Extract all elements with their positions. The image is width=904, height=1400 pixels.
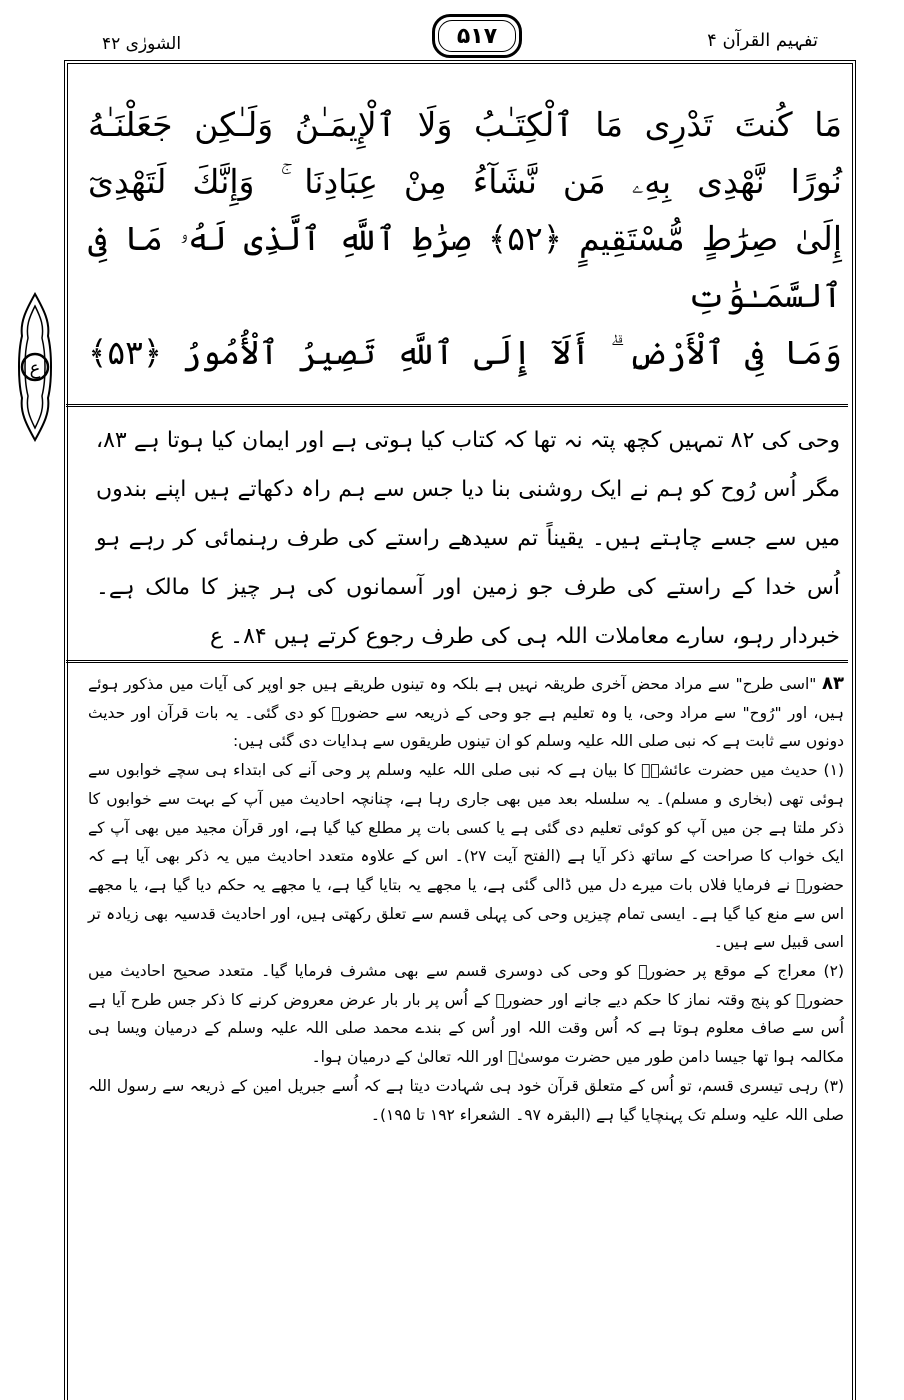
- urdu-translation: وحی کی ۸۲ تمہیں کچھ پتہ نہ تھا کہ کتاب کیا ہوتی ہے اور ایمان کیا ہوتا ہے ۸۳، مگر اُس رُوح کو ہم نے ایک روشنی بنا دیا جس سے ہم راہ دکھاتے ہیں اپنے بندوں میں سے جسے چاہتے ہیں۔ یقیناً تم سیدھے راستے کی طرف رہنمائی کر رہے ہو اُس خدا کے راستے کی طرف جو زمین اور آسمانوں کی ہر چیز کا مالک ہے۔ خبردار رہو، سارے معاملات اللہ ہی کی طرف رجوع کرتے ہیں ۸۴۔ ع: [96, 428, 840, 649]
- page-number: ۵۱۷: [456, 23, 498, 49]
- ruku-marker: ع: [29, 358, 41, 379]
- footnote-number: ۸۳: [822, 673, 844, 694]
- verse-line: إِلَىٰ صِرَٰطٍ مُّسْتَقِيمٍ ﴿۵۲﴾ صِرَٰطِ ٱللَّهِ ٱلَّذِى لَهُۥ مَا فِى ٱلسَّمَـٰوَٰتِ: [88, 219, 842, 315]
- page-number-badge: [432, 14, 522, 58]
- footnote-paragraph: [88, 670, 844, 756]
- verse-line: مَا كُنتَ تَدْرِى مَا ٱلْكِتَـٰبُ وَلَا ٱلْإِيمَـٰنُ وَلَـٰكِن جَعَلْنَـٰهُ: [88, 105, 842, 144]
- arabic-verse-block: [88, 96, 842, 381]
- verse-line: وَمَا فِى ٱلْأَرْضِ ۗ أَلَآ إِلَى ٱللَّهِ تَصِيرُ ٱلْأُمُورُ ﴿۵۳﴾: [88, 333, 842, 372]
- footnote-text: (۳) رہی تیسری قسم، تو اُس کے متعلق قرآن خود ہی شہادت دیتا ہے کہ اُسے جبریل امین کے ذریعہ سے رسول اللہ صلی اللہ علیہ وسلم تک پہنچایا گیا ہے (البقرہ ۹۷۔ الشعراء ۱۹۲ تا ۱۹۵)۔: [88, 1076, 844, 1124]
- footnote-paragraph: [88, 1072, 844, 1129]
- footnotes-block: [88, 670, 844, 1129]
- section-divider: [66, 404, 848, 407]
- book-header-label: تفہیم القرآن ۴: [707, 30, 818, 51]
- ruku-ornament-icon: [16, 292, 54, 442]
- surah-header-label: الشورٰی ۴۲: [102, 34, 182, 54]
- section-divider: [66, 660, 848, 663]
- footnote-text: (۱) حدیث میں حضرت عائشہؓ کا بیان ہے کہ نبی صلی اللہ علیہ وسلم پر وحی آنے کی ابتداء ہی سچے خوابوں سے ہوئی تھی (بخاری و مسلم)۔ یہ سلسلہ بعد میں بھی جاری رہا ہے، چنانچہ احادیث میں آپ کے بہت سے خوابوں کا ذکر ملتا ہے جن میں آپ کو کوئی تعلیم دی گئی ہے یا کسی بات پر مطلع کیا گیا ہے، اور قرآن مجید میں بھی آپ کے ایک خواب کا صراحت کے ساتھ ذکر آیا ہے (الفتح آیت ۲۷)۔ اس کے علاوہ متعدد احادیث میں یہ ذکر بھی آیا ہے کہ حضورؐ نے فرمایا فلاں بات میرے دل میں ڈالی گئی ہے، یا مجھے یہ بتایا گیا ہے، یا مجھے یہ حکم دیا گیا ہے، یا مجھے اس سے منع کیا گیا ہے۔ ایسی تمام چیزیں وحی کی پہلی قسم سے تعلق رکھتی ہیں، اور احادیث قدسیہ بھی زیادہ تر اسی قبیل سے ہیں۔: [88, 761, 844, 952]
- footnote-text: (۲) معراج کے موقع پر حضورؐ کو وحی کی دوسری قسم سے بھی مشرف فرمایا گیا۔ متعدد صحیح احادیث میں حضورؐ کو پنج وقتہ نماز کا حکم دیے جانے اور حضورؐ کے اُس پر بار بار عرض معروض کرنے کا ذکر جس طرح آیا ہے اُس سے صاف معلوم ہوتا ہے کہ اُس وقت اللہ اور اُس کے بندے محمد صلی اللہ علیہ وسلم کے درمیان ویسا ہی مکالمہ ہوا تھا جیسا دامن طور میں حضرت موسیٰؑ اور اللہ تعالیٰ کے درمیان ہوا۔: [88, 962, 844, 1067]
- footnote-text: "اسی طرح" سے مراد محض آخری طریقہ نہیں ہے بلکہ وہ تینوں طریقے ہیں جو اوپر کی آیات میں مذکور ہوئے ہیں، اور "رُوح" سے مراد وحی، یا وہ تعلیم ہے جو وحی کے ذریعہ سے حضورؐ کو دی گئی۔ یہ بات قرآن اور حدیث دونوں سے ثابت ہے کہ نبی صلی اللہ علیہ وسلم کو ان تینوں طریقوں سے ہدایات دی گئی ہیں:: [88, 675, 844, 751]
- footnote-paragraph: [88, 756, 844, 957]
- footnote-paragraph: [88, 957, 844, 1072]
- verse-line: نُورًا نَّهْدِى بِهِۦ مَن نَّشَآءُ مِنْ عِبَادِنَا ۚ وَإِنَّكَ لَتَهْدِىٓ: [88, 162, 842, 201]
